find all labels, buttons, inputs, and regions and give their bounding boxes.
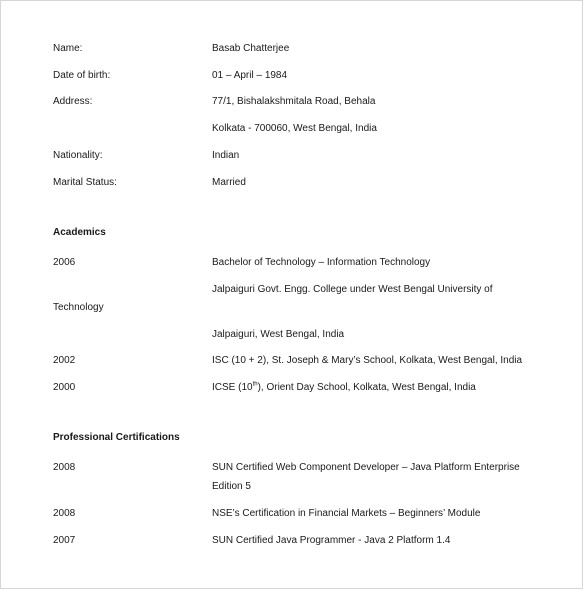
certification-year: 2008 bbox=[53, 508, 76, 519]
nationality-label: Nationality: bbox=[53, 150, 103, 161]
certification-year: 2007 bbox=[53, 535, 76, 546]
academics-college-location: Jalpaiguri, West Bengal, India bbox=[212, 329, 345, 340]
address-label: Address: bbox=[53, 96, 93, 107]
address-line-2: Kolkata - 700060, West Bengal, India bbox=[212, 123, 377, 134]
academics-college: Jalpaiguri Govt. Engg. College under West Bengal University of bbox=[212, 284, 493, 295]
certification-name-wrap: Edition 5 bbox=[212, 481, 251, 492]
certifications-heading: Professional Certifications bbox=[53, 432, 180, 443]
address-line-1: 77/1, Bishalakshmitala Road, Behala bbox=[212, 96, 376, 107]
academics-year: 2006 bbox=[53, 257, 76, 268]
dob-label: Date of birth: bbox=[53, 70, 111, 81]
academics-heading: Academics bbox=[53, 227, 106, 238]
certification-name: NSE’s Certification in Financial Markets – Beginners’ Module bbox=[212, 508, 481, 519]
academics-isc: ISC (10 + 2), St. Joseph & Mary’s School, Kolkata, West Bengal, India bbox=[212, 355, 523, 366]
academics-year: 2002 bbox=[53, 355, 76, 366]
certification-year: 2008 bbox=[53, 462, 76, 473]
academics-college-wrap: Technology bbox=[53, 302, 104, 313]
marital-status-value: Married bbox=[212, 177, 246, 188]
icse-superscript: th bbox=[252, 381, 258, 388]
marital-status-label: Marital Status: bbox=[53, 177, 117, 188]
academics-year: 2000 bbox=[53, 382, 76, 393]
icse-suffix: ), Orient Day School, Kolkata, West Bengal, India bbox=[257, 382, 476, 393]
icse-prefix: ICSE (10 bbox=[212, 382, 253, 393]
certification-name: SUN Certified Java Programmer - Java 2 Platform 1.4 bbox=[212, 535, 451, 546]
name-value: Basab Chatterjee bbox=[212, 43, 290, 54]
certification-name: SUN Certified Web Component Developer – Java Platform Enterprise bbox=[212, 462, 520, 473]
academics-icse bbox=[212, 382, 476, 394]
dob-value: 01 – April – 1984 bbox=[212, 70, 288, 81]
name-label: Name: bbox=[53, 43, 83, 54]
academics-degree: Bachelor of Technology – Information Technology bbox=[212, 257, 431, 268]
nationality-value: Indian bbox=[212, 150, 240, 161]
